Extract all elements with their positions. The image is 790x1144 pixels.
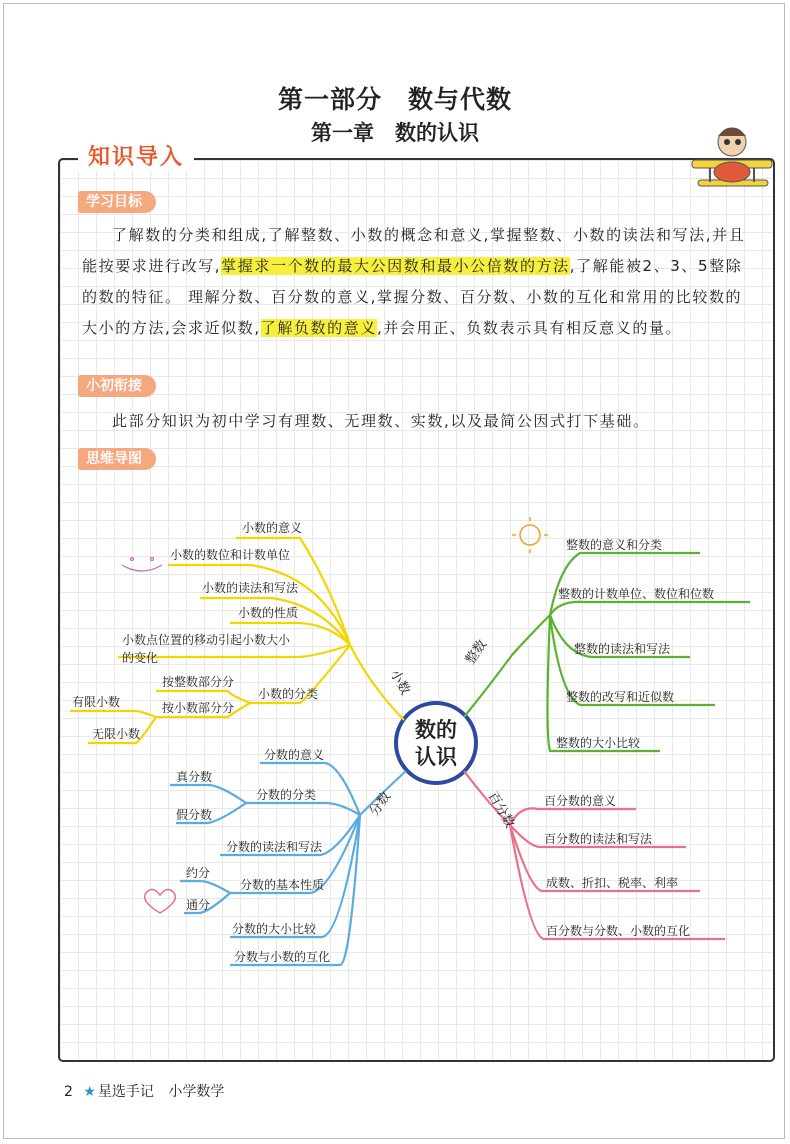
doodle-heart-icon [145,889,176,913]
book-name: 星选手记 [97,1084,154,1100]
goals-text-b: ,了解能被2、3、5整除的数的特征。 理解分数、百分数的意义,掌握分数、百分数、小数的互化和常用的比较数的大小的方法,会求近似数, [82,257,743,337]
fraction-item-5: 分数的基本性质 [240,878,325,892]
doodle-sun [512,517,548,553]
percent-branch-name: 百分数 [484,789,518,831]
airplane-illustration [688,118,776,196]
integer-item-3: 整数的改写和近似数 [566,690,675,704]
highlight-negative-numbers: 了解负数的意义 [260,319,377,337]
doodle-smile [122,558,162,572]
fraction-item-8: 分数的大小比较 [232,922,317,936]
subject-name: 小学数学 [168,1084,225,1100]
goals-text-a: 了解数的分类和组成,了解整数、小数的概念和意义,掌握整数、小数的读法和写法,并且能按要求进行改写, [82,226,746,275]
decimal-item-7: 按整数部分分 [162,675,235,689]
goals-paragraph [82,220,752,344]
goals-label: 学习目标 [78,191,156,213]
decimal-item-9: 有限小数 [72,695,121,709]
percent-item-3: 百分数与分数、小数的互化 [546,924,691,938]
decimal-item-10: 无限小数 [92,727,141,741]
highlight-gcd-lcm: 掌握求一个数的最大公因数和最小公倍数的方法 [221,257,570,275]
fraction-item-7: 通分 [186,898,211,912]
percent-item-2: 成数、折扣、税率、利率 [546,876,679,890]
star-icon: ★ [83,1084,96,1100]
decimal-item-4: 小数点位置的移动引起小数大小 [122,633,291,647]
fraction-item-9: 分数与小数的互化 [234,950,331,964]
part-title: 第一部分 数与代数 [277,85,512,114]
decimal-item-1: 小数的数位和计数单位 [170,548,291,562]
mind-map [60,505,770,985]
decimal-item-3: 小数的性质 [238,606,299,620]
center-line-2: 认识 [415,745,457,769]
mindmap-label: 思维导图 [78,448,156,470]
fraction-item-2: 真分数 [176,770,213,784]
integer-item-2: 整数的读法和写法 [574,642,671,656]
page-number: 2 [64,1084,73,1100]
bridge-paragraph: 此部分知识为初中学习有理数、无理数、实数,以及最简公因式打下基础。 [112,412,650,430]
goals-text-c: ,并会用正、负数表示具有相反意义的量。 [376,319,683,337]
fraction-branch-name: 分数 [366,789,395,820]
fraction-item-6: 约分 [186,866,211,880]
decimal-branch-name: 小数 [386,667,413,698]
decimal-item-0: 小数的意义 [242,521,303,535]
percent-item-1: 百分数的读法和写法 [544,832,653,846]
center-line-1: 数的 [415,718,457,742]
fraction-item-3: 假分数 [176,808,213,822]
fraction-item-4: 分数的读法和写法 [226,840,323,854]
integer-item-1: 整数的计数单位、数位和位数 [558,587,715,601]
panel-title: 知识导入 [78,140,194,171]
fraction-item-1: 分数的分类 [256,788,317,802]
decimal-item-6: 小数的分类 [258,687,319,701]
page-footer [64,1081,224,1101]
integer-branch-name: 整数 [462,637,491,668]
decimal-item-2: 小数的读法和写法 [202,581,299,595]
decimal-item-5: 的变化 [122,651,159,665]
integer-item-0: 整数的意义和分类 [566,538,663,552]
decimal-item-8: 按小数部分分 [162,701,235,715]
fraction-item-0: 分数的意义 [264,748,325,762]
percent-item-0: 百分数的意义 [544,794,617,808]
integer-item-4: 整数的大小比较 [556,736,641,750]
chapter-title: 第一章 数的认识 [311,120,479,145]
bridge-label: 小初衔接 [78,375,156,397]
